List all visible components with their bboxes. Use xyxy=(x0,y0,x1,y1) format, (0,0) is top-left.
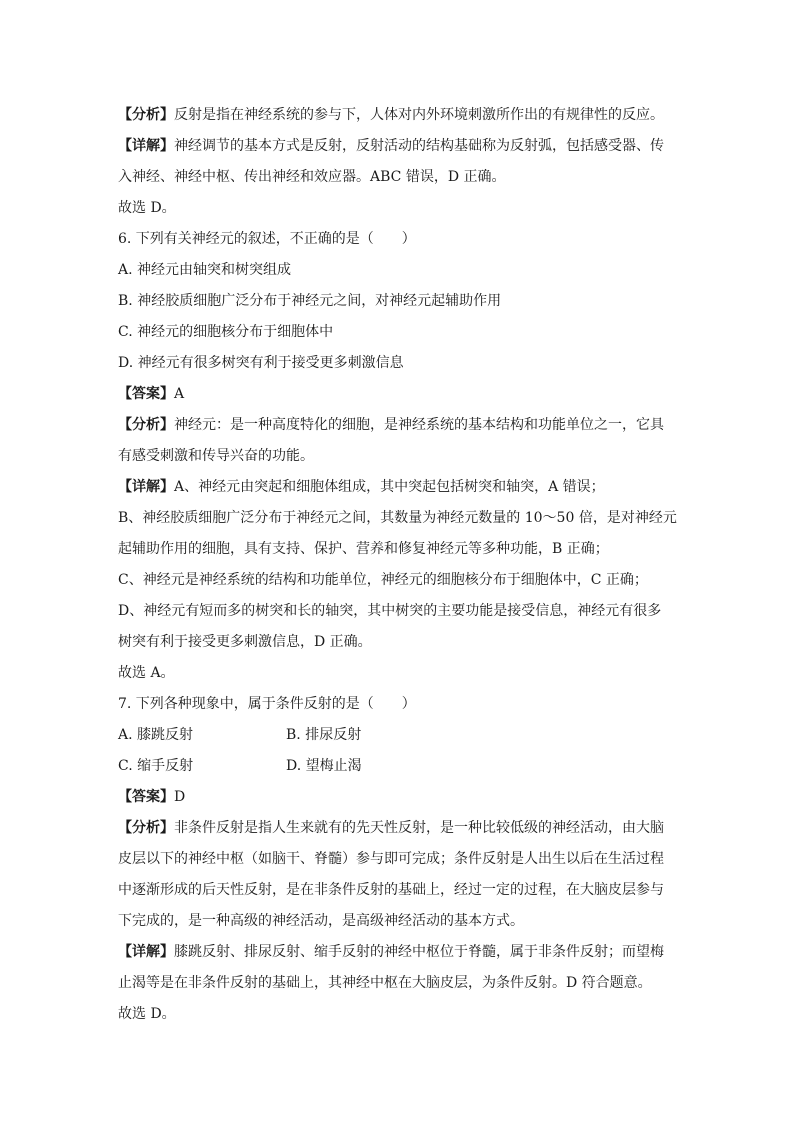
q5-analysis-label: 【分析】 xyxy=(118,107,174,123)
q6-answer xyxy=(118,379,678,410)
q6-detail-label: 【详解】 xyxy=(118,479,174,495)
q5-detail-text-1: 神经调节的基本方式是反射，反射活动的结构基础称为反射弧，包括感受器、传 xyxy=(174,138,664,154)
q6-option-c: C. 神经元的细胞核分布于细胞体中 xyxy=(118,324,334,340)
q7-option-b: B. 排尿反射 xyxy=(286,727,362,743)
q6-detail-line-3: 起辅助作用的细胞，具有支持、保护、营养和修复神经元等多种功能，B 正确； xyxy=(118,541,609,557)
q7-options-row-2 xyxy=(118,751,678,782)
q6-detail-line-6: 树突有利于接受更多刺激信息，D 正确。 xyxy=(118,634,372,650)
q7-answer-value: D xyxy=(174,789,186,805)
q5-analysis-text: 反射是指在神经系统的参与下，人体对内外环境刺激所作出的有规律性的反应。 xyxy=(174,107,664,123)
q7-stem: 7. 下列各种现象中，属于条件反射的是（ ） xyxy=(118,696,416,712)
q6-detail-line-4: C、神经元是神经系统的结构和功能单位，神经元的细胞核分布于细胞体中，C 正确； xyxy=(118,572,648,588)
q7-answer-label: 【答案】 xyxy=(118,789,174,805)
q7-conclusion: 故选 D。 xyxy=(118,1006,176,1022)
q7-analysis-line-3: 中逐渐形成的后天性反射，是在非条件反射的基础上，经过一定的过程，在大脑皮层参与 xyxy=(118,882,664,898)
q6-stem: 6. 下列有关神经元的叙述，不正确的是（ ） xyxy=(118,231,416,247)
q7-analysis-line-2: 皮层以下的神经中枢（如脑干、脊髓）参与即可完成；条件反射是人出生以后在生活过程 xyxy=(118,851,664,867)
q7-analysis-line-1 xyxy=(118,813,678,844)
q6-option-a: A. 神经元由轴突和树突组成 xyxy=(118,262,292,278)
q6-detail-line-2: B、神经胶质细胞广泛分布于神经元之间，其数量为神经元数量的 10～50 倍，是对神经元 xyxy=(118,510,677,526)
q6-option-b: B. 神经胶质细胞广泛分布于神经元之间，对神经元起辅助作用 xyxy=(118,293,502,309)
q6-analysis-line-2: 有感受刺激和传导兴奋的功能。 xyxy=(118,448,314,464)
q7-options-row-1 xyxy=(118,720,678,751)
q7-detail-line-2: 止渴等是在非条件反射的基础上，其神经中枢在大脑皮层，为条件反射。D 符合题意。 xyxy=(118,975,652,991)
q7-detail-text-1: 膝跳反射、排尿反射、缩手反射的神经中枢位于脊髓，属于非条件反射；而望梅 xyxy=(174,944,664,960)
document-page xyxy=(118,100,678,1030)
q5-detail-line-1 xyxy=(118,131,678,162)
q6-conclusion: 故选 A。 xyxy=(118,665,175,681)
q6-analysis-text-1: 神经元：是一种高度特化的细胞，是神经系统的基本结构和功能单位之一，它具 xyxy=(174,417,664,433)
q6-answer-label: 【答案】 xyxy=(118,386,174,402)
q6-option-d: D. 神经元有很多树突有利于接受更多刺激信息 xyxy=(118,355,404,371)
q5-detail-line-2: 入神经、神经中枢、传出神经和效应器。ABC 错误，D 正确。 xyxy=(118,169,506,185)
q6-detail-line-5: D、神经元有短而多的树突和长的轴突，其中树突的主要功能是接受信息，神经元有很多 xyxy=(118,603,662,619)
q7-option-c: C. 缩手反射 xyxy=(118,758,194,774)
q7-analysis-text-1: 非条件反射是指人生来就有的先天性反射，是一种比较低级的神经活动，由大脑 xyxy=(174,820,664,836)
q6-analysis-label: 【分析】 xyxy=(118,417,174,433)
q7-detail-label: 【详解】 xyxy=(118,944,174,960)
q7-option-d: D. 望梅止渴 xyxy=(286,758,362,774)
q5-conclusion: 故选 D。 xyxy=(118,200,176,216)
q6-detail-line-1 xyxy=(118,472,678,503)
q7-option-a: A. 膝跳反射 xyxy=(118,727,194,743)
q7-analysis-line-4: 下完成的，是一种高级的神经活动，是高级神经活动的基本方式。 xyxy=(118,913,524,929)
q5-detail-label: 【详解】 xyxy=(118,138,174,154)
q6-detail-text-1: A、神经元由突起和细胞体组成，其中突起包括树突和轴突，A 错误； xyxy=(174,479,605,495)
q7-answer xyxy=(118,782,678,813)
q6-analysis-line-1 xyxy=(118,410,678,441)
q7-detail-line-1 xyxy=(118,937,678,968)
q6-answer-value: A xyxy=(174,386,185,402)
q7-analysis-label: 【分析】 xyxy=(118,820,174,836)
q5-analysis xyxy=(118,100,678,131)
